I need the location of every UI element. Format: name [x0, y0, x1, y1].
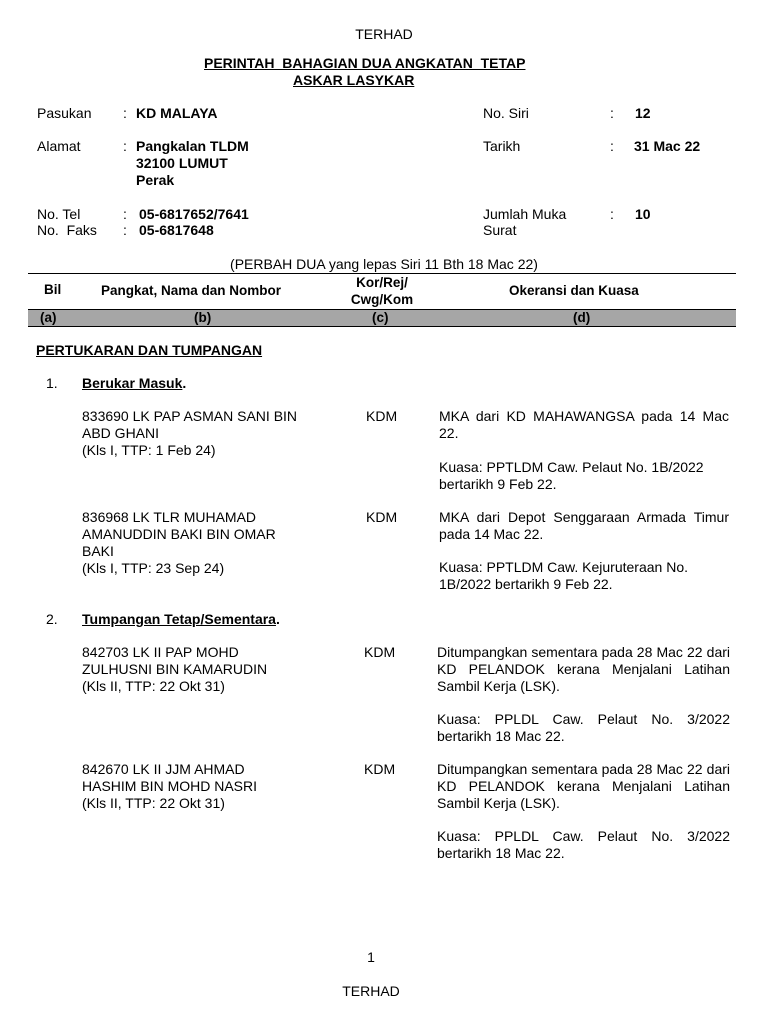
entry-name-line: BAKI: [82, 543, 114, 559]
entry-name-line: ABD GHANI: [82, 425, 160, 441]
entry-name-line: (Kls I, TTP: 23 Sep 24): [82, 560, 225, 576]
perbah-note: (PERBAH DUA yang lepas Siri 11 Bth 18 Mac 22): [230, 256, 538, 272]
column-pangkat: Pangkat, Nama dan Nombor: [101, 283, 282, 298]
pasukan-label: Pasukan: [37, 105, 92, 121]
column-letter-c: (c): [372, 310, 389, 325]
siri-value: 12: [635, 105, 651, 121]
column-letter-bar: [28, 309, 736, 327]
pasukan-value: KD MALAYA: [136, 105, 218, 121]
document-title-line2: ASKAR LASYKAR: [293, 72, 415, 88]
column-bil: Bil: [44, 282, 62, 297]
entry-name-block: [82, 509, 276, 577]
entry-name-line: ZULHUSNI BIN KAMARUDIN: [82, 661, 268, 677]
column-letter-d: (d): [573, 310, 591, 325]
item-heading-text: Tumpangan Tetap/Sementara: [82, 611, 276, 627]
faks-value: 05-6817648: [139, 222, 214, 238]
item-heading: [82, 375, 186, 392]
entry-name-line: (Kls I, TTP: 1 Feb 24): [82, 442, 216, 458]
tarikh-label: Tarikh: [483, 138, 521, 154]
entry-name-block: [82, 644, 267, 695]
classification-top: TERHAD: [355, 26, 413, 42]
alamat-line: Pangkalan TLDM: [136, 138, 249, 154]
section-title: PERTUKARAN DAN TUMPANGAN: [36, 342, 263, 358]
colon: :: [610, 138, 614, 154]
classification-bottom: TERHAD: [342, 983, 400, 999]
column-kor-line1: Kor/Rej/: [356, 275, 408, 290]
entry-kor: KDM: [366, 408, 398, 424]
faks-label: No. Faks: [37, 222, 97, 238]
tel-label: No. Tel: [37, 206, 81, 222]
item-heading: [82, 611, 280, 628]
item-number: 2.: [46, 611, 58, 627]
colon: :: [123, 138, 127, 154]
entry-kuasa: Kuasa: PPLDL Caw. Pelaut No. 3/2022 bertarikh 18 Mac 22.: [437, 828, 730, 861]
alamat-label: Alamat: [37, 138, 81, 154]
entry-name-line: (Kls II, TTP: 22 Okt 31): [82, 678, 225, 694]
entry-kuasa: Kuasa: PPTLDM Caw. Pelaut No. 1B/2022 bertarikh 9 Feb 22.: [439, 459, 704, 492]
colon: :: [610, 105, 614, 121]
entry-kor: KDM: [364, 761, 396, 777]
entry-name-line: 833690 LK PAP ASMAN SANI BIN: [82, 408, 298, 424]
alamat-line: Perak: [136, 172, 175, 188]
entry-kuasa: Kuasa: PPLDL Caw. Pelaut No. 3/2022 bertarikh 18 Mac 22.: [437, 711, 730, 744]
column-okeransi: Okeransi dan Kuasa: [509, 283, 639, 298]
heading-period: .: [275, 611, 280, 627]
colon: :: [610, 206, 614, 222]
alamat-line: 32100 LUMUT: [136, 155, 228, 171]
entry-kor: KDM: [364, 644, 396, 660]
item-heading-text: Berukar Masuk: [82, 375, 183, 391]
column-letter-a: (a): [40, 310, 57, 325]
entry-name-line: 836968 LK TLR MUHAMAD: [82, 509, 257, 525]
colon: :: [123, 105, 127, 121]
siri-label: No. Siri: [483, 105, 529, 121]
entry-kor: KDM: [366, 509, 398, 525]
column-letter-b: (b): [194, 310, 212, 325]
entry-description: MKA dari Depot Senggaraan Armada Timur pada 14 Mac 22.: [439, 509, 729, 542]
entry-description: MKA dari KD MAHAWANGSA pada 14 Mac 22.: [439, 408, 729, 441]
entry-description: Ditumpangkan sementara pada 28 Mac 22 dari KD PELANDOK kerana Menjalani Latihan Sambil Kerja (LSK).: [437, 644, 730, 694]
column-kor-line2: Cwg/Kom: [350, 292, 414, 307]
document-title-line1: PERINTAH BAHAGIAN DUA ANGKATAN TETAP: [204, 55, 526, 71]
entry-name-block: [82, 761, 257, 812]
entry-name-line: (Kls II, TTP: 22 Okt 31): [82, 795, 225, 811]
muka-label-line2: Surat: [483, 222, 517, 238]
colon: :: [123, 206, 127, 222]
entry-name-line: HASHIM BIN MOHD NASRI: [82, 778, 258, 794]
heading-period: .: [182, 375, 187, 391]
entry-kuasa: Kuasa: PPTLDM Caw. Kejuruteraan No. 1B/2022 bertarikh 9 Feb 22.: [439, 559, 689, 592]
entry-name-line: AMANUDDIN BAKI BIN OMAR: [82, 526, 276, 542]
entry-name-block: [82, 408, 297, 459]
tel-value: 05-6817652/7641: [139, 206, 249, 222]
entry-name-line: 842703 LK II PAP MOHD: [82, 644, 239, 660]
tarikh-value: 31 Mac 22: [634, 138, 701, 154]
muka-label-line1: Jumlah Muka: [483, 206, 567, 222]
item-number: 1.: [46, 375, 58, 391]
muka-value: 10: [635, 206, 651, 222]
colon: :: [123, 222, 127, 238]
entry-name-line: 842670 LK II JJM AHMAD: [82, 761, 245, 777]
entry-description: Ditumpangkan sementara pada 28 Mac 22 dari KD PELANDOK kerana Menjalani Latihan Sambil Kerja (LSK).: [437, 761, 730, 811]
page-number: 1: [367, 949, 375, 965]
